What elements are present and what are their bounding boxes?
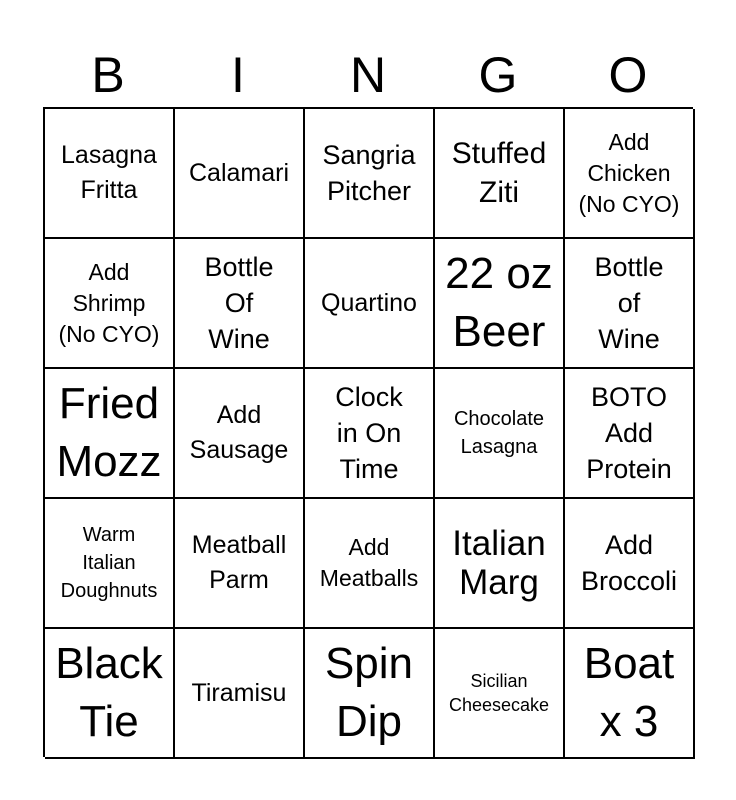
cell-label: Black Tie [55, 639, 163, 746]
bingo-cell[interactable] [175, 369, 305, 499]
cell-label: Chocolate Lasagna [453, 408, 545, 458]
bingo-cell[interactable] [45, 499, 175, 629]
cell-label: Add Sausage [189, 401, 289, 464]
cell-label: Spin Dip [324, 639, 414, 746]
cell-label: Bottle of Wine [594, 252, 664, 354]
cell-label: Bottle Of Wine [204, 252, 274, 354]
bingo-cell[interactable] [305, 109, 435, 239]
cell-label: Fried Mozz [56, 379, 162, 486]
cell-label: Calamari [188, 158, 290, 187]
bingo-cell[interactable] [565, 109, 695, 239]
bingo-cell[interactable] [45, 369, 175, 499]
bingo-board [43, 107, 693, 757]
bingo-header [43, 44, 693, 106]
cell-label: Stuffed Ziti [451, 137, 547, 209]
cell-label: BOTO Add Protein [586, 382, 672, 484]
header-letter-i: I [231, 47, 245, 103]
cell-label: Add Chicken (No CYO) [578, 128, 680, 217]
bingo-cell[interactable] [45, 239, 175, 369]
bingo-cell[interactable] [175, 629, 305, 759]
bingo-cell[interactable] [305, 239, 435, 369]
bingo-cell[interactable] [305, 369, 435, 499]
bingo-cell[interactable] [305, 629, 435, 759]
cell-label: Warm Italian Doughnuts [60, 524, 158, 602]
bingo-cell[interactable] [565, 499, 695, 629]
cell-label: Add Broccoli [580, 530, 678, 596]
cell-label: Add Meatballs [319, 534, 419, 591]
bingo-cell[interactable] [45, 629, 175, 759]
bingo-cell[interactable] [565, 629, 695, 759]
cell-label: Add Shrimp (No CYO) [58, 258, 160, 347]
bingo-cell[interactable] [435, 109, 565, 239]
bingo-cell[interactable] [175, 499, 305, 629]
bingo-cell[interactable] [175, 109, 305, 239]
cell-label: Sangria Pitcher [322, 140, 416, 206]
cell-label: Italian Marg [452, 524, 546, 602]
bingo-cell[interactable] [435, 239, 565, 369]
bingo-cell[interactable] [305, 499, 435, 629]
header-letter-g: G [478, 47, 518, 103]
cell-label: Lasagna Fritta [61, 141, 157, 204]
cell-label: Sicilian Cheesecake [448, 671, 550, 715]
bingo-cell[interactable] [435, 629, 565, 759]
bingo-cell[interactable] [45, 109, 175, 239]
cell-label: Tiramisu [191, 678, 287, 707]
bingo-cell[interactable] [175, 239, 305, 369]
bingo-cell[interactable] [435, 499, 565, 629]
header-letter-o: O [608, 47, 648, 103]
cell-label: Quartino [321, 288, 417, 317]
bingo-cell[interactable] [565, 239, 695, 369]
cell-label: Clock in On Time [335, 382, 403, 484]
bingo-cell[interactable] [565, 369, 695, 499]
cell-label: Meatball Parm [191, 531, 287, 594]
bingo-cell[interactable] [435, 369, 565, 499]
header-letter-n: N [349, 47, 387, 103]
cell-label: 22 oz Beer [445, 249, 553, 356]
cell-label: Boat x 3 [583, 639, 675, 746]
header-letter-b: B [91, 47, 125, 103]
